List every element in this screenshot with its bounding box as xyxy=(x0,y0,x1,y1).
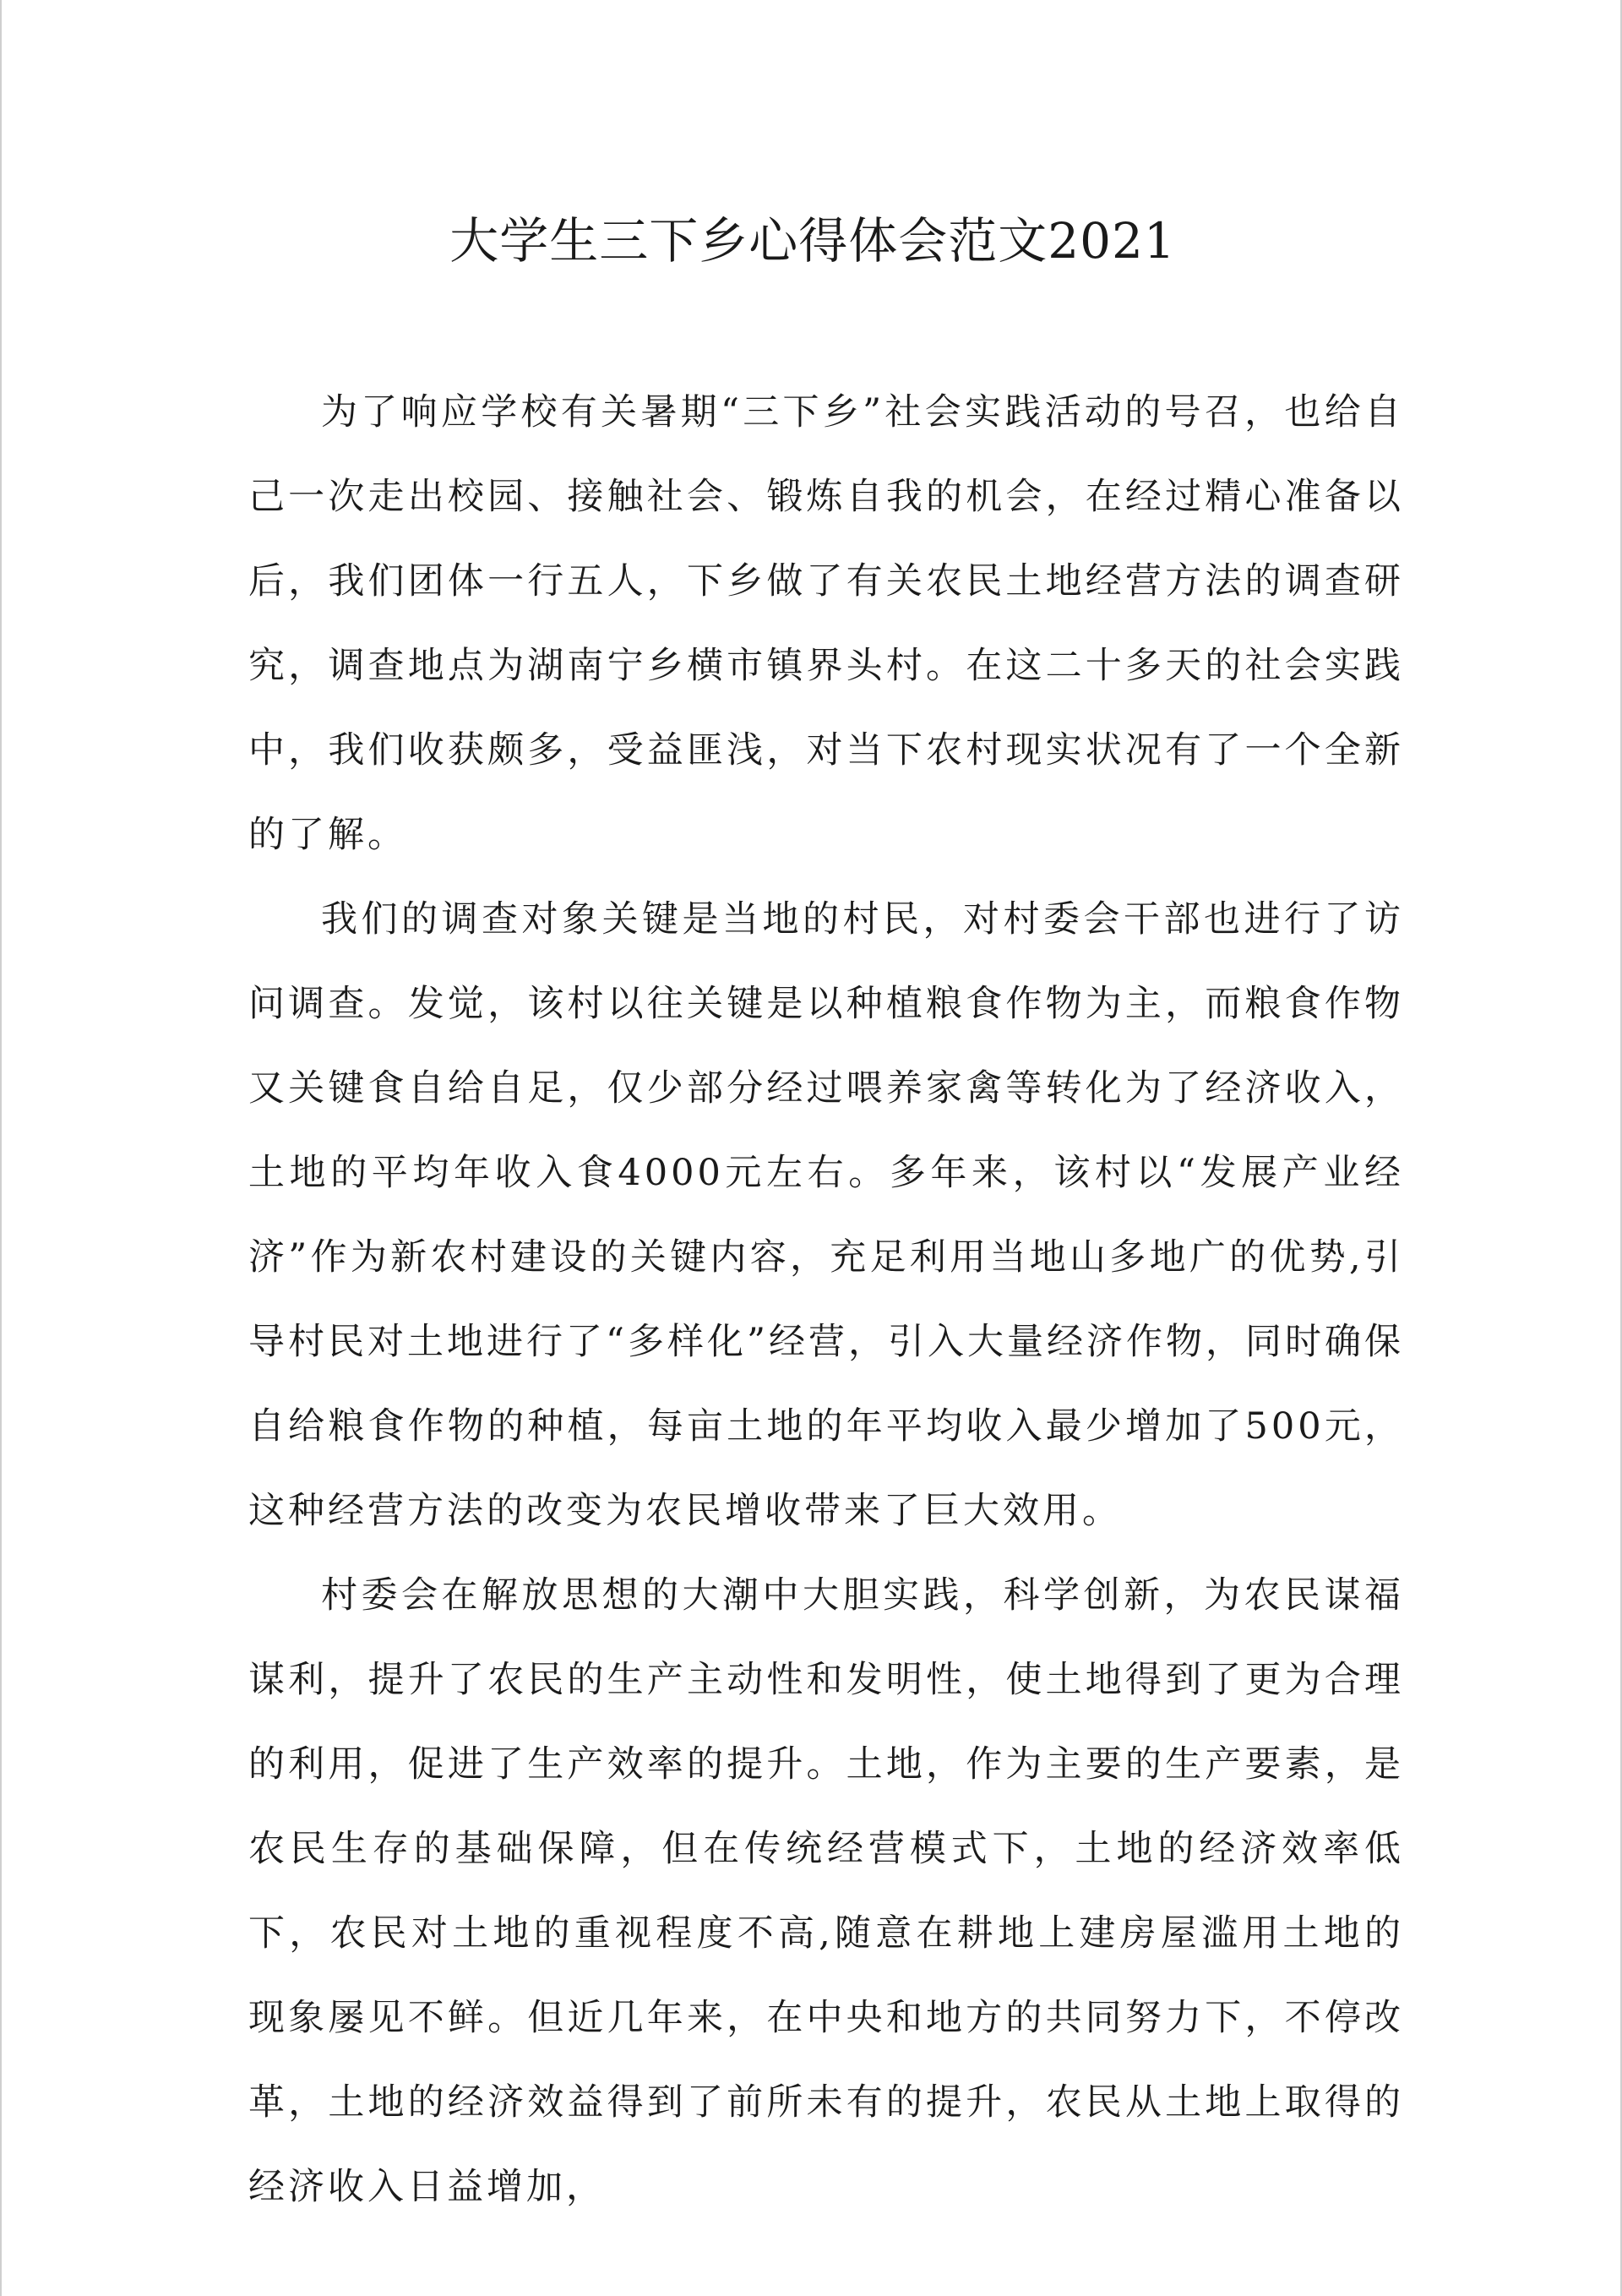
paragraph-3: 村委会在解放思想的大潮中大胆实践，科学创新，为农民谋福谋利，提升了农民的生产主动性和发明性，使土地得到了更为合理的利用，促进了生产效率的提升。土地，作为主要的生产要素，是农民生存的基础保障，但在传统经营模式下，土地的经济效率低下，农民对土地的重视程度不高,随意在耕地上建房屋滥用土地的现象屡见不鲜。但近几年来，在中央和地方的共同努力下，不停改革，土地的经济效益得到了前所未有的提升，农民从土地上取得的经济收入日益增加， xyxy=(248,1574,1404,2208)
document-body xyxy=(248,370,1404,2229)
paragraph-2: 我们的调查对象关键是当地的村民，对村委会干部也进行了访问调查。发觉，该村以往关键是以种植粮食作物为主，而粮食作物又关键食自给自足，仅少部分经过喂养家禽等转化为了经济收入，土地的平均年收入食4000元左右。多年来，该村以“发展产业经济”作为新农村建设的关键内容，充足利用当地山多地广的优势,引导村民对土地进行了“多样化”经营，引入大量经济作物，同时确保自给粮食作物的种植，每亩土地的年平均收入最少增加了500元，这种经营方法的改变为农民增收带来了巨大效用。 xyxy=(248,898,1404,1532)
document-title: 大学生三下乡心得体会范文2021 xyxy=(449,212,1176,270)
paragraph-1: 为了响应学校有关暑期“三下乡”社会实践活动的号召，也给自己一次走出校园、接触社会、锻炼自我的机会，在经过精心准备以后，我们团体一行五人，下乡做了有关农民土地经营方法的调查研究，调查地点为湖南宁乡横市镇界头村。在这二十多天的社会实践中，我们收获颇多，受益匪浅，对当下农村现实状况有了一个全新的了解。 xyxy=(248,391,1404,856)
